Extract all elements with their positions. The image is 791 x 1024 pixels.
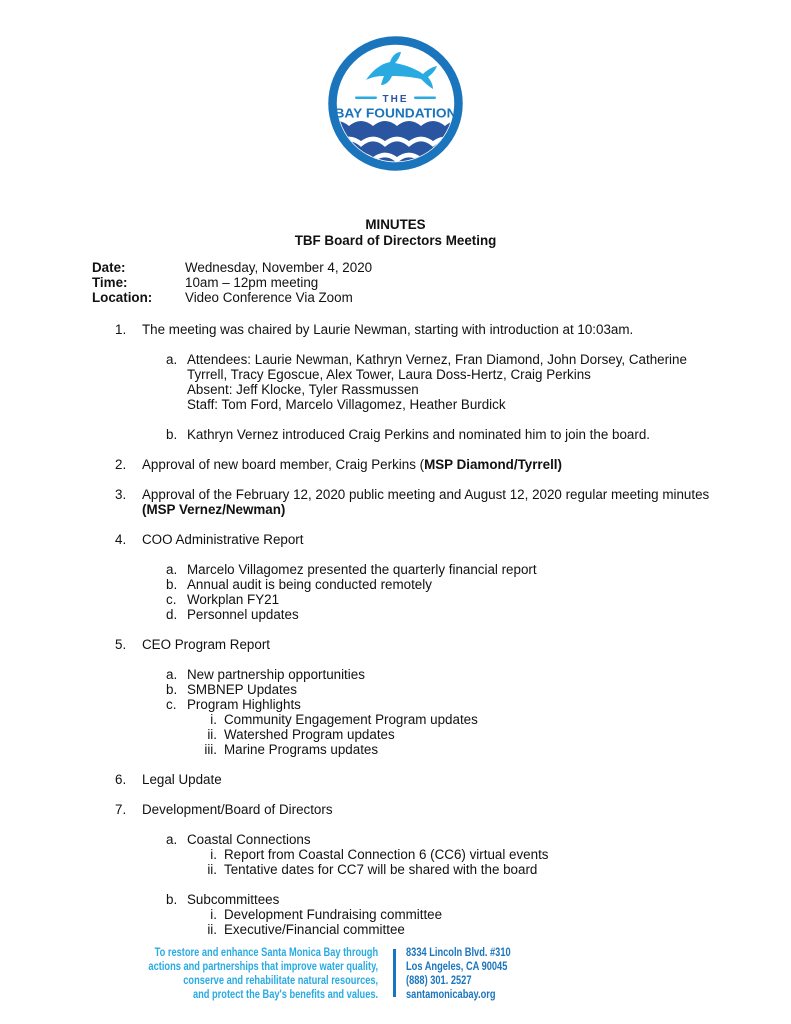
website-link[interactable]: santamonicabay.org [406, 988, 496, 1001]
list-marker: ii. [207, 862, 217, 877]
list-item-level-2 [92, 682, 710, 697]
text-line: New partnership opportunities [187, 667, 365, 682]
list-marker: b. [166, 892, 178, 907]
list-item-level-3 [92, 862, 710, 877]
list-item-text [187, 592, 710, 607]
text-line: Workplan FY21 [187, 592, 280, 607]
list-marker: 7. [115, 802, 127, 817]
text-line: Community Engagement Program updates [224, 712, 478, 727]
meta-row [92, 260, 372, 275]
list-item-text [142, 637, 710, 652]
list-marker: b. [166, 427, 178, 442]
minutes-list [92, 322, 710, 952]
text-line: Absent: Jeff Klocke, Tyler Rassmussen [187, 382, 419, 397]
sub-item-group [92, 667, 710, 757]
text-line: Tentative dates for CC7 will be shared with the board [224, 862, 538, 877]
text-line: Development/Board of Directors [142, 802, 333, 817]
list-item-text [142, 487, 710, 517]
title-minutes: MINUTES [365, 217, 426, 232]
list-marker: 2. [115, 457, 127, 472]
text-line: Tyrrell, Tracy Egoscue, Alex Tower, Laura Doss-Hertz, Craig Perkins [187, 367, 591, 382]
list-marker: 1. [115, 322, 127, 337]
list-item-block [92, 772, 710, 787]
list-item-level-3 [92, 727, 710, 742]
list-item-text [187, 427, 710, 442]
text-line: Legal Update [142, 772, 222, 787]
list-marker: i. [210, 712, 217, 727]
text-line: Report from Coastal Connection 6 (CC6) virtual events [224, 847, 549, 862]
list-item-text [142, 532, 710, 547]
list-marker: c. [166, 697, 177, 712]
list-item-level-1 [92, 322, 710, 337]
list-item-level-1 [92, 532, 710, 547]
list-item-level-3 [92, 742, 710, 757]
bay-foundation-logo [328, 36, 463, 171]
sub-item-group [92, 352, 710, 412]
mission-line: actions and partnerships that improve water quality, [148, 960, 378, 973]
list-item-level-3 [92, 907, 710, 922]
list-item-block [92, 802, 710, 937]
list-item-level-2 [92, 577, 710, 592]
list-item-level-2 [92, 697, 710, 712]
list-item-level-1 [92, 457, 710, 472]
list-item-level-2 [92, 562, 710, 577]
text-line: Staff: Tom Ford, Marcelo Villagomez, Heather Burdick [187, 397, 506, 412]
list-marker: a. [166, 832, 178, 847]
text-line: Attendees: Laurie Newman, Kathryn Vernez, Fran Diamond, John Dorsey, Catherine [187, 352, 687, 367]
list-item-level-3 [92, 922, 710, 937]
text-line: The meeting was chaired by Laurie Newman, starting with introduction at 10:03am. [142, 322, 634, 337]
list-item-level-1 [92, 637, 710, 652]
list-item-level-2 [92, 892, 710, 907]
list-marker: iii. [204, 742, 217, 757]
meeting-meta [92, 260, 372, 305]
list-item-text [224, 847, 710, 862]
text-line: CEO Program Report [142, 637, 270, 652]
text-line: Executive/Financial committee [224, 922, 405, 937]
meta-label: Date: [92, 260, 126, 275]
meta-row [92, 290, 372, 305]
sub-item-group [92, 832, 710, 877]
text-line: SMBNEP Updates [187, 682, 297, 697]
list-item-text [142, 457, 710, 472]
list-marker: i. [210, 907, 217, 922]
text-line: Watershed Program updates [224, 727, 395, 742]
text-line: Personnel updates [187, 607, 299, 622]
list-marker: i. [210, 847, 217, 862]
list-item-block [92, 637, 710, 757]
footer-address [406, 946, 511, 1002]
list-item-level-2 [92, 832, 710, 847]
list-item-block [92, 322, 710, 442]
list-item-block [92, 532, 710, 622]
meta-value: 10am – 12pm meeting [185, 275, 319, 290]
text-line: Kathryn Vernez introduced Craig Perkins and nominated him to join the board. [187, 427, 650, 442]
list-item-text [187, 697, 710, 712]
list-item-level-2 [92, 607, 710, 622]
list-item-text [224, 742, 710, 757]
list-item-level-1 [92, 487, 710, 517]
text-segment: Approval of new board member, Craig Perkins ( [142, 457, 425, 472]
text-line: Subcommittees [187, 892, 280, 907]
meta-row [92, 275, 372, 290]
text-line: Program Highlights [187, 697, 301, 712]
list-item-text [224, 727, 710, 742]
bold-text-segment: (MSP Vernez/Newman) [142, 502, 286, 517]
list-marker: a. [166, 667, 178, 682]
text-line: Approval of the February 12, 2020 public meeting and August 12, 2020 regular meeting minutes [142, 487, 710, 502]
list-item-text [187, 577, 710, 592]
meta-label: Time: [92, 275, 128, 290]
list-item-level-2 [92, 592, 710, 607]
list-item-text [224, 907, 710, 922]
list-item-level-2 [92, 427, 710, 442]
document-title [0, 217, 791, 248]
text-line: COO Administrative Report [142, 532, 304, 547]
bold-text-segment: MSP Diamond/Tyrrell) [424, 457, 562, 472]
list-marker: c. [166, 592, 177, 607]
list-marker: 3. [115, 487, 127, 502]
list-marker: ii. [207, 727, 217, 742]
list-item-block [92, 487, 710, 517]
text-line: Marine Programs updates [224, 742, 379, 757]
left-dash-icon [355, 97, 377, 100]
list-item-text [187, 832, 710, 847]
sub-item-group [92, 562, 710, 622]
meta-value: Wednesday, November 4, 2020 [185, 260, 373, 275]
text-line: Annual audit is being conducted remotely [187, 577, 432, 592]
logo-name-text: BAY FOUNDATION [334, 106, 457, 121]
sub-item-group [92, 892, 710, 937]
mission-line: conserve and rehabilitate natural resources, [183, 974, 378, 987]
list-marker: ii. [207, 922, 217, 937]
list-marker: 6. [115, 772, 127, 787]
mission-line: To restore and enhance Santa Monica Bay through [154, 946, 378, 959]
list-item-level-3 [92, 847, 710, 862]
address-line: Los Angeles, CA 90045 [406, 960, 508, 973]
list-marker: 5. [115, 637, 127, 652]
text-line [142, 457, 710, 472]
title-meeting-name: TBF Board of Directors Meeting [294, 232, 497, 248]
meta-label: Location: [92, 290, 153, 305]
right-dash-icon [414, 97, 436, 100]
footer-divider [393, 949, 396, 997]
list-item-text [187, 682, 710, 697]
list-marker: a. [166, 352, 178, 367]
list-item-level-2 [92, 352, 710, 412]
list-item-text [224, 712, 710, 727]
list-item-text [187, 892, 710, 907]
address-line: 8334 Lincoln Blvd. #310 [406, 946, 511, 959]
list-item-text [224, 922, 710, 937]
logo-the-text: THE [382, 94, 409, 105]
text-line: Development Fundraising committee [224, 907, 443, 922]
text-line: Marcelo Villagomez presented the quarterly financial report [187, 562, 537, 577]
list-marker: d. [166, 607, 178, 622]
list-item-level-1 [92, 802, 710, 817]
text-line [142, 502, 710, 517]
text-line: Coastal Connections [187, 832, 311, 847]
mission-line: and protect the Bay's benefits and values. [192, 988, 378, 1001]
list-marker: b. [166, 682, 178, 697]
list-item-level-2 [92, 667, 710, 682]
sub-item-group [92, 427, 710, 442]
list-item-text [142, 772, 710, 787]
address-line: (888) 301. 2527 [406, 974, 472, 987]
list-marker: b. [166, 577, 178, 592]
list-item-text [142, 802, 710, 817]
list-item-text [187, 667, 710, 682]
list-item-text [187, 562, 710, 577]
list-item-text [224, 862, 710, 877]
list-marker: a. [166, 562, 178, 577]
list-item-level-3 [92, 712, 710, 727]
list-item-block [92, 457, 710, 472]
footer-mission [148, 946, 378, 1002]
list-item-level-1 [92, 772, 710, 787]
list-marker: 4. [115, 532, 127, 547]
list-item-text [142, 322, 710, 337]
list-item-text [187, 352, 710, 412]
list-item-text [187, 607, 710, 622]
meta-value: Video Conference Via Zoom [185, 290, 353, 305]
